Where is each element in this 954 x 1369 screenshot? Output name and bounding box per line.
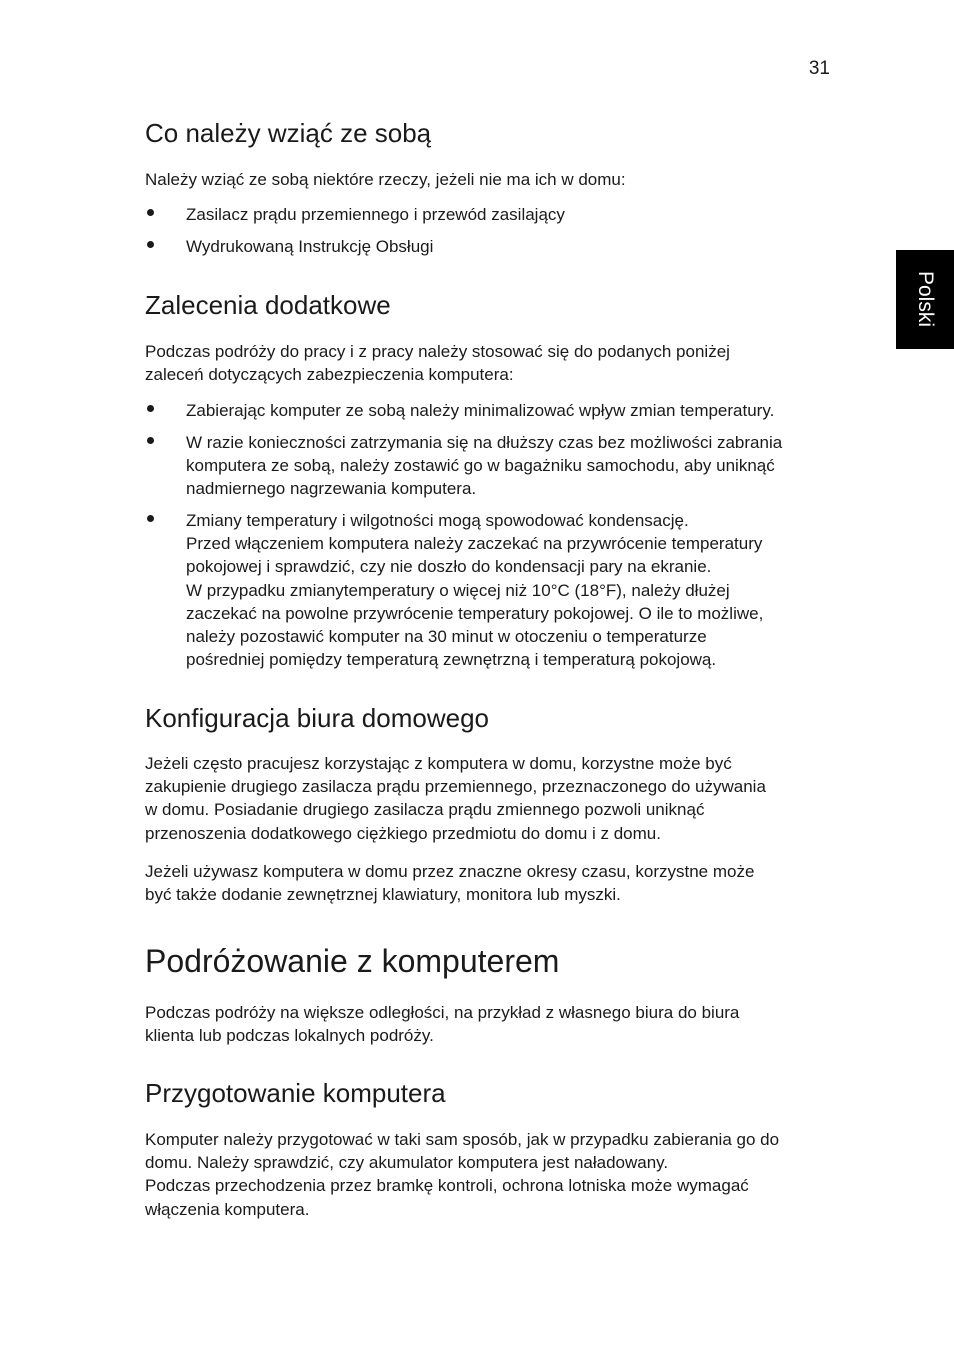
- paragraph-podrozowanie: [145, 1001, 835, 1047]
- text-line: nadmiernego nagrzewania komputera.: [186, 479, 477, 499]
- intro-co-nalezy: Należy wziąć ze sobą niektóre rzeczy, jeżeli nie ma ich w domu:: [145, 170, 626, 189]
- text-line: zaleceń dotyczących zabezpieczenia komputera:: [145, 365, 514, 385]
- heading-zalecenia: Zalecenia dodatkowe: [145, 290, 391, 320]
- language-tab-label: Polski: [914, 271, 937, 328]
- bullet-icon: [147, 405, 154, 412]
- list-item-text: [186, 431, 836, 501]
- text-line: Podczas podróży na większe odległości, na przykład z własnego biura do biura: [145, 1003, 740, 1022]
- bullet-icon: [147, 437, 154, 444]
- text-line: pośredniej pomiędzy temperaturą zewnętrzną i temperaturą pokojową.: [186, 650, 717, 670]
- text-line: W przypadku zmianytemperatury o więcej niż 10°C (18°F), należy dłużej: [186, 580, 730, 600]
- text-line: Komputer należy przygotować w taki sam sposób, jak w przypadku zabierania go do: [145, 1130, 780, 1149]
- paragraph-konfiguracja-2: [145, 860, 835, 906]
- heading-co-nalezy: Co należy wziąć ze sobą: [145, 118, 432, 148]
- intro-zalecenia: [145, 340, 835, 386]
- text-line: W razie konieczności zatrzymania się na dłuższy czas bez możliwości zabrania: [186, 433, 783, 452]
- paragraph-przygotowanie: [145, 1128, 835, 1221]
- text-line: przenoszenia dodatkowego ciężkiego przedmiotu do domu i z domu.: [145, 823, 661, 843]
- text-line: należy pozostawić komputer na 30 minut w otoczeniu o temperaturze: [186, 627, 707, 647]
- text-line: włączenia komputera.: [145, 1199, 310, 1219]
- page-number: 31: [808, 58, 830, 79]
- text-line: Jeżeli często pracujesz korzystając z komputera w domu, korzystne może być: [145, 754, 732, 773]
- list-item-text: [186, 509, 836, 671]
- heading-podrozowanie: Podróżowanie z komputerem: [145, 943, 560, 979]
- list-item-text: Wydrukowaną Instrukcję Obsługi: [186, 237, 434, 256]
- text-line: Przed włączeniem komputera należy zaczekać na przywrócenie temperatury: [186, 534, 763, 554]
- list-item-text: Zasilacz prądu przemiennego i przewód zasilający: [186, 205, 565, 224]
- text-line: w domu. Posiadanie drugiego zasilacza prądu zmiennego pozwoli uniknąć: [145, 800, 705, 820]
- heading-przygotowanie: Przygotowanie komputera: [145, 1078, 446, 1108]
- bullet-icon: [147, 241, 154, 248]
- text-line: komputera ze sobą, należy zostawić go w bagażniku samochodu, aby uniknąć: [186, 456, 775, 476]
- text-line: zaczekać na powolne przywrócenie temperatury pokojowej. O ile to możliwe,: [186, 603, 764, 623]
- text-line: domu. Należy sprawdzić, czy akumulator komputera jest naładowany.: [145, 1153, 669, 1173]
- list-item-text: Zabierając komputer ze sobą należy minimalizować wpływ zmian temperatury.: [186, 401, 775, 420]
- bullet-icon: [147, 515, 154, 522]
- text-line: Podczas podróży do pracy i z pracy należy stosować się do podanych poniżej: [145, 342, 730, 361]
- text-line: być także dodanie zewnętrznej klawiatury, monitora lub myszki.: [145, 885, 621, 905]
- text-line: zakupienie drugiego zasilacza prądu przemiennego, przeznaczonego do używania: [145, 777, 766, 797]
- language-tab: [896, 250, 954, 349]
- heading-konfiguracja: Konfiguracja biura domowego: [145, 703, 489, 733]
- text-line: klienta lub podczas lokalnych podróży.: [145, 1026, 434, 1046]
- bullet-icon: [147, 209, 154, 216]
- text-line: Podczas przechodzenia przez bramkę kontroli, ochrona lotniska może wymagać: [145, 1176, 749, 1196]
- text-line: pokojowej i sprawdzić, czy nie doszło do kondensacji pary na ekranie.: [186, 557, 712, 577]
- text-line: Jeżeli używasz komputera w domu przez znaczne okresy czasu, korzystne może: [145, 862, 755, 881]
- paragraph-konfiguracja-1: [145, 752, 835, 845]
- text-line: Zmiany temperatury i wilgotności mogą spowodować kondensację.: [186, 511, 689, 530]
